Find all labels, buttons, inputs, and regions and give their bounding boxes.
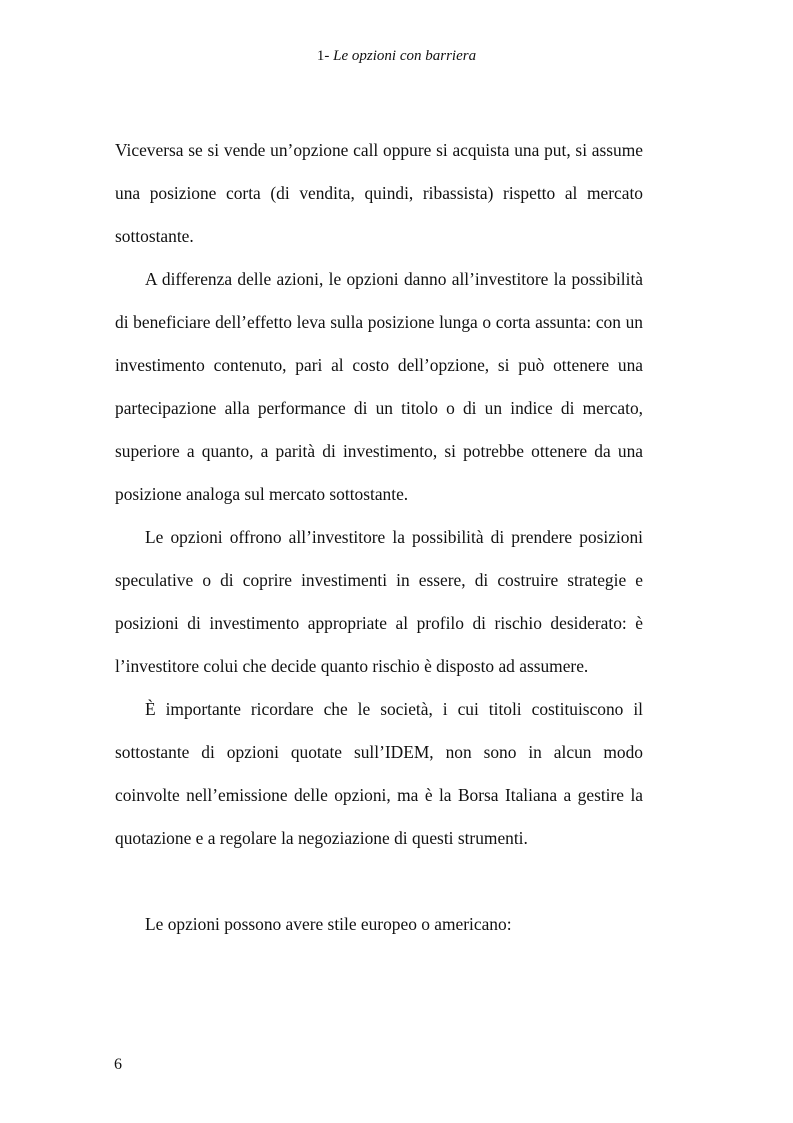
paragraph-1: Viceversa se si vende un’opzione call oppure si acquista una put, si assume una posizione corta (di vendita, quindi, ribassista) rispetto al mercato sottostante. (115, 140, 643, 246)
paragraph-2: A differenza delle azioni, le opzioni danno all’investitore la possibilità di beneficiare dell’effetto leva sulla posizione lunga o corta assunta: con un investimento contenuto, pari al costo dell’opzione, si può ottenere una partecipazione alla performance di un titolo o di un indice di mercato, superiore a quanto, a parità di investimento, si potrebbe ottenere da una posizione analoga sul mercato sottostante. (115, 269, 643, 504)
paragraph-3: Le opzioni offrono all’investitore la possibilità di prendere posizioni speculative o di coprire investimenti in essere, di costruire strategie e posizioni di investimento appropriate al profilo di rischio desiderato: è l’investitore colui che decide quanto rischio è disposto ad assumere. (115, 527, 643, 676)
paragraph-5: Le opzioni possono avere stile europeo o americano: (145, 914, 512, 934)
body-text (115, 129, 643, 946)
paragraph-4: È importante ricordare che le società, i cui titoli costituiscono il sottostante di opzioni quotate sull’IDEM, non sono in alcun modo coinvolte nell’emissione delle opzioni, ma è la Borsa Italiana a gestire la quotazione e a regolare la negoziazione di questi strumenti. (115, 699, 643, 848)
chapter-number: 1- (316, 48, 334, 64)
running-header (0, 48, 793, 65)
chapter-title: Le opzioni con barriera (333, 48, 477, 64)
page-number: 6 (114, 1056, 122, 1073)
